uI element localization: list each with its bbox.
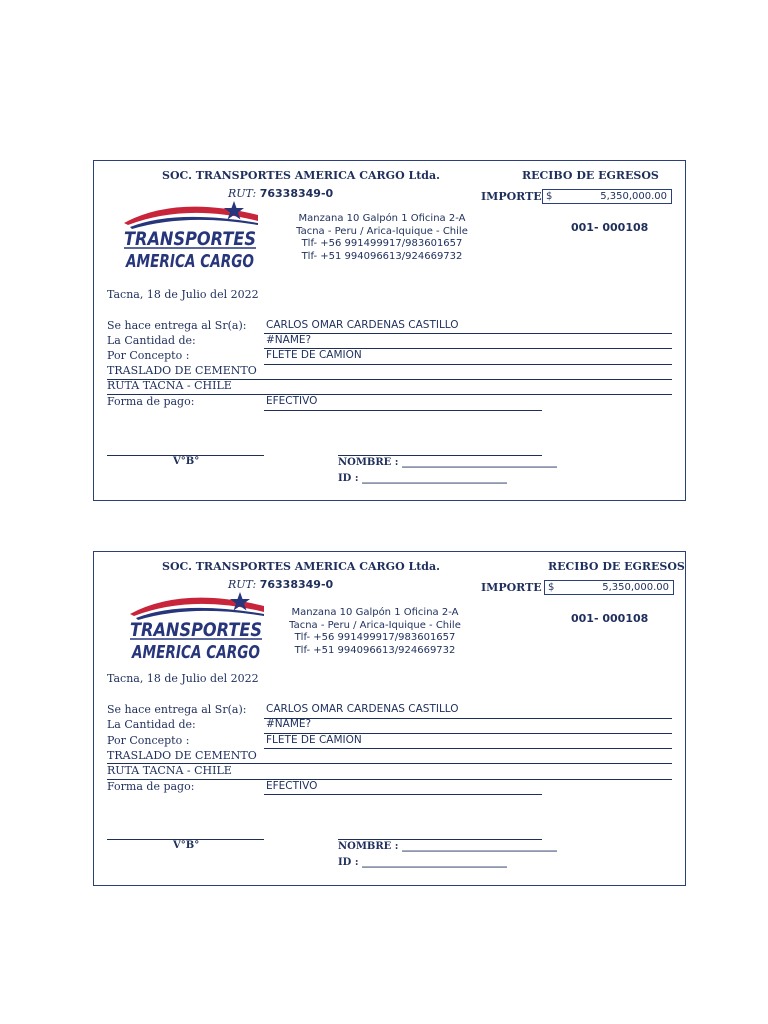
amount-box xyxy=(544,580,674,595)
rut-label: RUT: xyxy=(228,187,257,200)
payment-underline xyxy=(264,794,542,795)
receipt-title: RECIBO DE EGRESOS xyxy=(522,169,659,182)
address-line: Tacna - Peru / Arica-Iquique - Chile xyxy=(289,619,461,631)
recipient-underline xyxy=(264,333,672,334)
nombre-label: NOMBRE : xyxy=(338,841,399,852)
receipt-number: 001- 000108 xyxy=(571,221,649,234)
date-text: Tacna, 18 de Julio del 2022 xyxy=(107,288,259,301)
logo-text-1: TRANSPORTES xyxy=(130,619,262,641)
quantity-value: #NAME? xyxy=(266,718,312,730)
concept-line-2: TRASLADO DE CEMENTO xyxy=(107,364,257,377)
phone-line: Tlf- +51 994096613/924669732 xyxy=(301,250,463,262)
id-line xyxy=(338,473,507,484)
importe-label: IMPORTE xyxy=(481,581,542,594)
amount-value: 5,350,000.00 xyxy=(600,191,667,202)
company-name: SOC. TRANSPORTES AMERICA CARGO Ltda. xyxy=(162,560,440,573)
receiver-signature-line xyxy=(338,455,542,456)
id-line xyxy=(338,857,507,868)
payment-label: Forma de pago: xyxy=(107,395,195,408)
quantity-label: La Cantidad de: xyxy=(107,718,196,731)
concept-value: FLETE DE CAMION xyxy=(266,349,362,361)
phone-line: Tlf- +51 994096613/924669732 xyxy=(294,644,456,656)
nombre-fill: _______________________________ xyxy=(401,841,557,852)
nombre-line xyxy=(338,841,557,852)
receipt-title: RECIBO DE EGRESOS xyxy=(548,560,685,573)
concept-label: Por Concepto : xyxy=(107,349,190,362)
rut-line xyxy=(228,187,333,200)
vobo-label: V°B° xyxy=(173,456,200,467)
nombre-fill: _______________________________ xyxy=(401,457,557,468)
rut-label: RUT: xyxy=(228,578,257,591)
logo-text-2: AMERICA CARGO xyxy=(124,251,255,272)
logo-text-1: TRANSPORTES xyxy=(124,228,256,250)
company-logo xyxy=(122,592,270,662)
date-text: Tacna, 18 de Julio del 2022 xyxy=(107,672,259,685)
payment-underline xyxy=(264,410,542,411)
rut-line xyxy=(228,578,333,591)
importe-label: IMPORTE xyxy=(481,190,542,203)
rut-value: 76338349-0 xyxy=(259,187,334,200)
address-line: Tacna - Peru / Arica-Iquique - Chile xyxy=(296,225,468,237)
rut-value: 76338349-0 xyxy=(259,578,334,591)
receipt-number: 001- 000108 xyxy=(571,612,649,625)
nombre-label: NOMBRE : xyxy=(338,457,399,468)
address-line: Manzana 10 Galpón 1 Oficina 2-A xyxy=(298,213,466,224)
company-logo xyxy=(116,201,264,271)
concept-line-3: RUTA TACNA - CHILE xyxy=(107,379,232,392)
receiver-signature-line xyxy=(338,839,542,840)
address-line: Manzana 10 Galpón 1 Oficina 2-A xyxy=(291,607,459,618)
receipt-card xyxy=(93,551,686,886)
recipient-label: Se hace entrega al Sr(a): xyxy=(107,319,247,332)
payment-label: Forma de pago: xyxy=(107,780,195,793)
currency-symbol: $ xyxy=(548,582,555,593)
amount-box xyxy=(542,189,672,204)
id-label: ID : xyxy=(338,857,359,868)
address-block xyxy=(292,213,472,263)
nombre-line xyxy=(338,457,557,468)
concept-underline xyxy=(264,748,672,749)
payment-value: EFECTIVO xyxy=(266,780,318,792)
quantity-label: La Cantidad de: xyxy=(107,334,196,347)
address-block xyxy=(285,607,465,657)
id-fill: _____________________________ xyxy=(362,473,508,484)
recipient-underline xyxy=(264,718,672,719)
vobo-label: V°B° xyxy=(173,840,200,851)
concept-label: Por Concepto : xyxy=(107,734,190,747)
concept-line-3: RUTA TACNA - CHILE xyxy=(107,764,232,777)
concept-line-2: TRASLADO DE CEMENTO xyxy=(107,749,257,762)
recipient-label: Se hace entrega al Sr(a): xyxy=(107,703,247,716)
logo-text-2: AMERICA CARGO xyxy=(130,642,260,663)
payment-value: EFECTIVO xyxy=(266,395,318,407)
id-label: ID : xyxy=(338,473,359,484)
id-fill: _____________________________ xyxy=(362,857,508,868)
recipient-value: CARLOS OMAR CARDENAS CASTILLO xyxy=(266,703,459,715)
quantity-value: #NAME? xyxy=(266,334,312,346)
company-name: SOC. TRANSPORTES AMERICA CARGO Ltda. xyxy=(162,169,440,182)
concept-underline xyxy=(264,364,672,365)
amount-value: 5,350,000.00 xyxy=(602,582,669,593)
currency-symbol: $ xyxy=(546,191,553,202)
concept-value: FLETE DE CAMION xyxy=(266,734,362,746)
receipt-card xyxy=(93,160,686,501)
phone-line: Tlf- +56 991499917/983601657 xyxy=(301,238,463,249)
phone-line: Tlf- +56 991499917/983601657 xyxy=(294,632,456,643)
recipient-value: CARLOS OMAR CARDENAS CASTILLO xyxy=(266,319,459,331)
